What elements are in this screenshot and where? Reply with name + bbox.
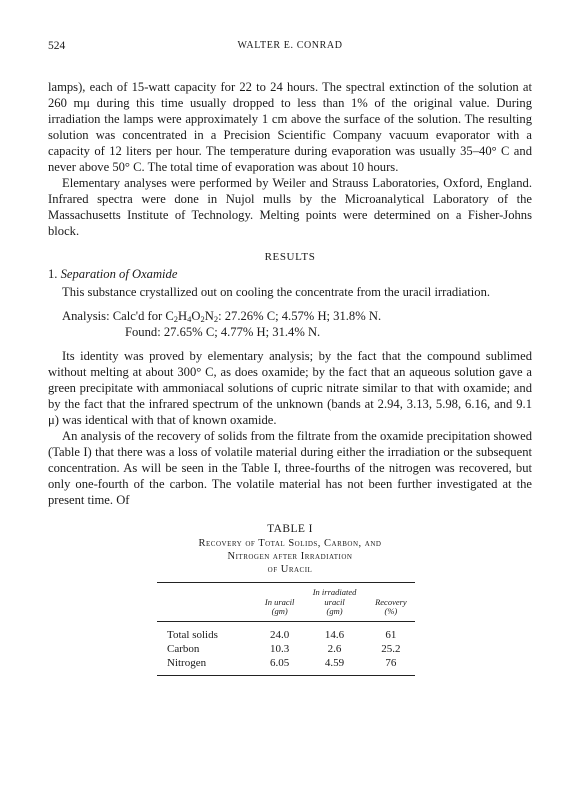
row-label: Total solids [167, 628, 218, 641]
elemental-analysis [48, 308, 532, 340]
recovery-table [157, 582, 415, 676]
cell-recovery: 25.2 [381, 642, 401, 655]
table-row [157, 656, 415, 676]
page-number: 524 [48, 40, 66, 52]
table-1 [48, 522, 532, 676]
cell-recovery: 76 [385, 656, 397, 669]
table-header-row [157, 583, 415, 622]
row-label: Nitrogen [167, 656, 207, 669]
table-row [157, 621, 415, 642]
section-title: Separation of Oxamide [60, 267, 178, 281]
column-header-label [157, 583, 257, 622]
table-title-line: Recovery of Total Solids, Carbon, and [198, 538, 382, 549]
section-heading [48, 266, 532, 282]
cell-in-uracil: 24.0 [270, 628, 290, 641]
table-caption: TABLE I [267, 523, 313, 535]
section-number: 1. [48, 267, 58, 281]
cell-in-irradiated: 2.6 [327, 642, 342, 655]
table-row [157, 642, 415, 656]
cell-recovery: 61 [385, 628, 397, 641]
journal-page [48, 40, 532, 676]
analysis-found: Found: 27.65% C; 4.77% H; 31.4% N. [125, 325, 321, 339]
results-heading: RESULTS [264, 251, 316, 263]
column-header-in-irradiated: In irradiated uracil (gm) [312, 587, 357, 616]
cell-in-irradiated: 4.59 [324, 656, 345, 669]
paragraph-analyses: Elementary analyses were performed by Weiler and Strauss Laboratories, Oxford, England. Infrared spectra were done in Nujol mulls by the Microanalytical Laboratory of the Massachusetts Institute of Technology. Melting points were determined on a Fisher-Johns block. [48, 176, 532, 238]
row-label: Carbon [167, 642, 200, 655]
paragraph-crystallization: This substance crystallized out on cooling the concentrate from the uracil irradiation. [62, 285, 491, 299]
formula: $C_2H_4O_2N_2$ [165, 309, 219, 324]
table-title-line: of Uracil [267, 564, 313, 575]
paragraph-recovery: An analysis of the recovery of solids from the filtrate from the oxamide precipitation showed (Table I) that there was a loss of volatile material during either the irradiation or the subsequent concentration. As will be seen in the Table I, three-fourths of the nitrogen was recovered, but only one-fourth of the carbon. The volatile material has not been further investigated at the present time. Of [48, 429, 532, 507]
cell-in-irradiated: 14.6 [324, 628, 345, 641]
paragraph-identity: Its identity was proved by elementary analysis; by the fact that the compound sublimed without melting at about 300° C, as does oxamide; by the fact that an aqueous solution gave a green precipitate with ammoniacal solutions of cupric nitrate similar to that with oxamide; and by the fact that the infrared spectrum of the unknown (bands at 2.94, 3.13, 5.98, 6.16, and 9.1 μ) was identical with that of known oxamide. [48, 349, 532, 427]
column-header-recovery: Recovery (%) [375, 596, 407, 616]
column-header-in-uracil: In uracil (gm) [264, 596, 295, 616]
cell-in-uracil: 10.3 [270, 642, 290, 655]
table-title-line: Nitrogen after Irradiation [227, 551, 353, 562]
analysis-calculated: Analysis: Calc'd for $C_2H_4O_2N_2$: 27.26% C; 4.57% H; 31.8% N. [62, 309, 382, 324]
cell-in-uracil: 6.05 [270, 656, 290, 669]
page-header [48, 40, 532, 58]
running-head: WALTER E. CONRAD [237, 40, 343, 51]
paragraph-methods-continued: lamps), each of 15-watt capacity for 22 to 24 hours. The spectral extinction of the solution at 260 mμ during this time usually dropped to less than 1% of the original value. During irradiation the lamps were approximately 1 cm above the surface of the solution. The resulting solution was concentrated in a Precision Scientific Company vacuum evaporator with a capacity of 12 liters per hour. The temperature during evaporation was usually 35–40° C and never above 50° C. The total time of evaporation was about 10 hours. [48, 80, 532, 174]
